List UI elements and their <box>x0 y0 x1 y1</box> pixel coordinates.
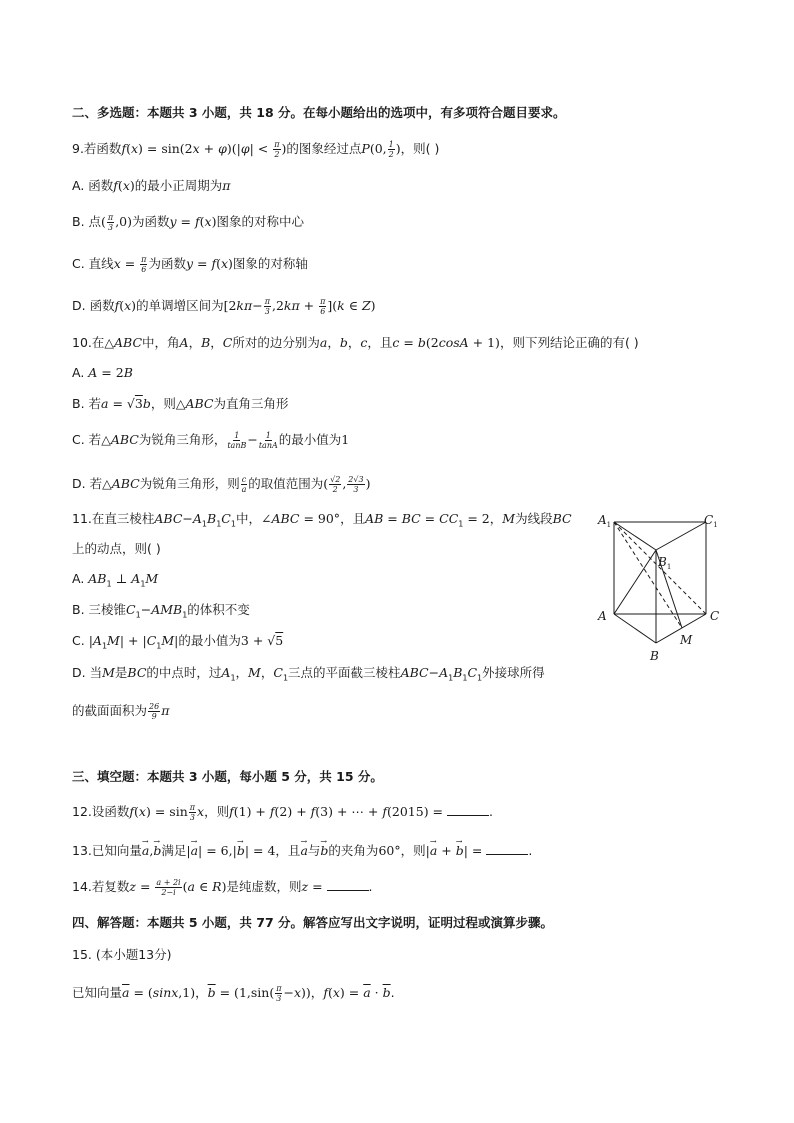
section-solve-heading: 四、解答题：本题共 5 小题，共 77 分。解答应写出文字说明，证明过程或演算步骤。 <box>72 915 554 930</box>
question-13: 13.已知向量→ a,→ b满足|→ a| = 6,|→ b| = 4，且→ a与→ b的夹角为60°，则|→ a + → b| = . <box>72 842 532 860</box>
question-9-stem: 9.若函数f(x) = sin(2x + φ)(|φ| < $\frac{\pi}{2}$ )的图象经过点P(0, $\frac{1}{2}$ )，则( ) <box>72 140 440 159</box>
question-10-stem: 10.在△ABC中，角A，B，C所对的边分别为a，b，c，且c = b(2cosA + 1)，则下列结论正确的有( ) <box>72 335 639 350</box>
edge-a-b <box>614 614 656 643</box>
question-10-option-d: D. 若△ABC为锐角三角形，则 $\frac{c}{a}$ 的取值范围为( $\frac{√2}{2}$ , $\frac{2√3}{3}$ ) <box>72 475 371 494</box>
prism-figure <box>594 510 724 665</box>
label-b: B <box>650 649 659 663</box>
question-11-option-b: B. 三棱锥$C_1-AMB_1$的体积不变 <box>72 602 250 620</box>
question-11-option-c: C. $|A_1M| + |C_1M|$的最小值为3 + √5 <box>72 633 284 651</box>
label-b1: $B_1$ <box>658 555 672 571</box>
question-10-option-a: A. A = 2B <box>72 365 133 380</box>
label-a1: $A_1$ <box>598 513 612 529</box>
label-c1: $C_1$ <box>704 513 718 529</box>
question-12: 12.设函数f(x) = sin $\frac{\pi}{3}$ x，则f(1) + f(2) + f(3) + ⋯ + f(2015) = . <box>72 803 493 822</box>
question-11-option-d: D. 当M是BC的中点时，过$A_1$，M，$C_1$三点的平面截三棱柱$ABC-A_1B_1C_1$外接球所得 <box>72 665 545 683</box>
answer-blank-12[interactable] <box>447 803 489 816</box>
question-9-option-c: C. 直线x = $\frac{\pi}{6}$ 为函数y = f(x)图象的对称轴 <box>72 255 308 274</box>
section-multi-choice-heading: 二、多选题：本题共 3 小题，共 18 分。在每小题给出的选项中，有多项符合题目要求。 <box>72 105 566 120</box>
question-11-option-d-cont: 的截面面积为 $\frac{26}{9}$ π <box>72 702 170 721</box>
label-a: A <box>598 609 607 623</box>
segment-a1-m <box>614 522 682 628</box>
question-9-option-a: A. 函数f(x)的最小正周期为π <box>72 178 231 193</box>
question-11-stem-cont: 上的动点，则( ) <box>72 541 161 556</box>
label-m: M <box>680 633 693 647</box>
question-9-option-d: D. 函数f(x)的单调增区间为[2kπ− $\frac{\pi}{3}$ ,2kπ + $\frac{\pi}{6}$ ](k ∈ Z) <box>72 297 376 316</box>
edge-a1-b1 <box>614 522 656 550</box>
segment-a-b1 <box>614 550 656 614</box>
question-11-stem: 11.在直三棱柱$ABC-A_1B_1C_1$中，∠ABC = 90°，且AB = BC = $CC_1 = 2$，M为线段BC <box>72 511 572 529</box>
question-14: 14.若复数z = $\frac{a + 2i}{2-i}$ (a ∈ R)是纯虚数，则z = . <box>72 878 373 897</box>
question-11-option-a: A. $AB_1$ ⊥ $A_1M$ <box>72 571 159 589</box>
label-c: C <box>710 609 720 623</box>
question-10-option-c: C. 若△ABC为锐角三角形， $\frac{1}{\tan B}$ − $\frac{1}{\tan A}$ 的最小值为1 <box>72 431 350 450</box>
question-10-option-b: B. 若a = √3b，则△ABC为直角三角形 <box>72 396 289 411</box>
question-15-title: 15. (本小题13分) <box>72 947 172 962</box>
answer-blank-14[interactable] <box>327 878 369 891</box>
question-15-stem: 已知向量$\overline{a} = (\sin x,1)$，$\overline{b} = (1,\sin$( $\frac{\pi}{3}$ −x))，$f(x) = \overline{a} \cdot \overline{b}$. <box>72 984 395 1003</box>
question-9-option-b: B. 点( $\frac{\pi}{3}$ ,0)为函数y = f(x)图象的对称中心 <box>72 213 304 232</box>
section-fill-blank-heading: 三、填空题：本题共 3 小题，每小题 5 分，共 15 分。 <box>72 769 383 784</box>
edge-b1-c1 <box>656 522 706 550</box>
answer-blank-13[interactable] <box>486 842 528 855</box>
